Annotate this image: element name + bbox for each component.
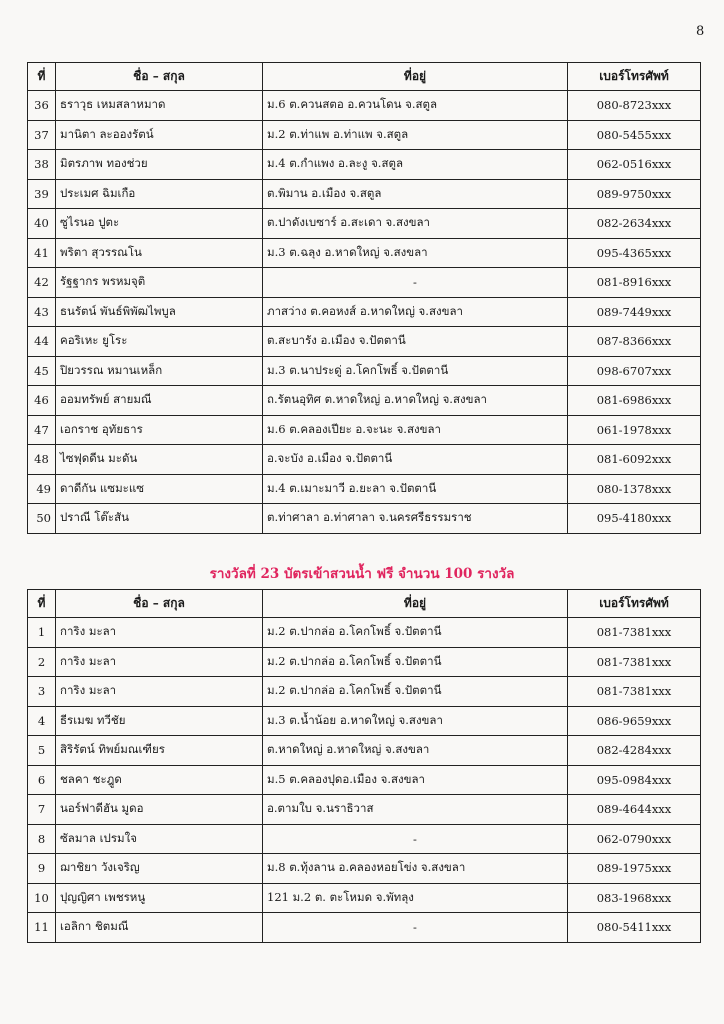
row-name: ซูไรนอ ปูตะ xyxy=(56,209,263,239)
row-number: 43 xyxy=(28,297,56,327)
row-address: ม.3 ต.นาประดู่ อ.โคกโพธิ์ จ.ปัตตานี xyxy=(263,356,568,386)
row-phone: 081-7381xxx xyxy=(568,677,701,707)
row-phone: 081-8916xxx xyxy=(568,268,701,298)
row-name: ธราวุธ เหมสลาหมาด xyxy=(56,91,263,121)
table-row xyxy=(28,150,701,180)
row-number: 10 xyxy=(28,883,56,913)
row-name: เอกราช อุทัยธาร xyxy=(56,415,263,445)
row-address: 121 ม.2 ต. ตะโหมด จ.พัทลุง xyxy=(263,883,568,913)
row-phone: 081-7381xxx xyxy=(568,647,701,677)
header-no: ที่ xyxy=(28,63,56,91)
row-address: - xyxy=(263,268,568,298)
table-row xyxy=(28,474,701,504)
row-phone: 098-6707xxx xyxy=(568,356,701,386)
row-number: 9 xyxy=(28,854,56,884)
row-address: ม.5 ต.คลองปุดอ.เมือง จ.สงขลา xyxy=(263,765,568,795)
table-row xyxy=(28,618,701,648)
row-phone: 095-0984xxx xyxy=(568,765,701,795)
row-number: 46 xyxy=(28,386,56,416)
table-row xyxy=(28,765,701,795)
table-row xyxy=(28,913,701,943)
row-number: 47 xyxy=(28,415,56,445)
row-number: 50 xyxy=(28,504,56,534)
row-address: ม.2 ต.ปากล่อ อ.โคกโพธิ์ จ.ปัตตานี xyxy=(263,618,568,648)
table-row xyxy=(28,209,701,239)
row-phone: 080-5411xxx xyxy=(568,913,701,943)
row-name: ธนรัตน์ พันธ์พิพัฒไพบูล xyxy=(56,297,263,327)
table-header-row xyxy=(28,63,701,91)
row-number: 39 xyxy=(28,179,56,209)
row-address: อ.จะบัง อ.เมือง จ.ปัตตานี xyxy=(263,445,568,475)
row-number: 49 xyxy=(28,474,56,504)
table-row xyxy=(28,854,701,884)
row-phone: 081-6986xxx xyxy=(568,386,701,416)
row-name: ออมทรัพย์ สายมณี xyxy=(56,386,263,416)
row-address: ม.3 ต.น้ำน้อย อ.หาดใหญ่ จ.สงขลา xyxy=(263,706,568,736)
header-name: ชื่อ – สกุล xyxy=(56,63,263,91)
table-row xyxy=(28,268,701,298)
row-address: - xyxy=(263,824,568,854)
row-address: ภาสว่าง ต.คอหงส์ อ.หาดใหญ่ จ.สงขลา xyxy=(263,297,568,327)
row-phone: 080-5455xxx xyxy=(568,120,701,150)
row-name: การิง มะลา xyxy=(56,647,263,677)
row-phone: 082-4284xxx xyxy=(568,736,701,766)
header-address: ที่อยู่ xyxy=(263,63,568,91)
row-address: - xyxy=(263,913,568,943)
row-name: สิริรัตน์ ทิพย์มณเฑียร xyxy=(56,736,263,766)
header-address: ที่อยู่ xyxy=(263,590,568,618)
table-row xyxy=(28,736,701,766)
winners-table-1 xyxy=(27,62,701,534)
row-address: ม.2 ต.ปากล่อ อ.โคกโพธิ์ จ.ปัตตานี xyxy=(263,677,568,707)
row-address: อ.ตามใบ จ.นราธิวาส xyxy=(263,795,568,825)
row-number: 7 xyxy=(28,795,56,825)
row-phone: 083-1968xxx xyxy=(568,883,701,913)
row-number: 4 xyxy=(28,706,56,736)
row-phone: 086-9659xxx xyxy=(568,706,701,736)
row-phone: 062-0516xxx xyxy=(568,150,701,180)
row-phone: 089-1975xxx xyxy=(568,854,701,884)
row-name: ชลคา ชะฎูด xyxy=(56,765,263,795)
row-phone: 080-8723xxx xyxy=(568,91,701,121)
page-number: 8 xyxy=(696,24,705,39)
row-name: นอร์ฟาดีฮัน มูดอ xyxy=(56,795,263,825)
row-address: ต.พิมาน อ.เมือง จ.สตูล xyxy=(263,179,568,209)
header-phone: เบอร์โทรศัพท์ xyxy=(568,590,701,618)
row-address: ม.2 ต.ปากล่อ อ.โคกโพธิ์ จ.ปัตตานี xyxy=(263,647,568,677)
header-no: ที่ xyxy=(28,590,56,618)
header-phone: เบอร์โทรศัพท์ xyxy=(568,63,701,91)
table-row xyxy=(28,706,701,736)
table-row xyxy=(28,297,701,327)
row-phone: 082-2634xxx xyxy=(568,209,701,239)
row-name: ปุญญิศา เพชรหนู xyxy=(56,883,263,913)
row-phone: 062-0790xxx xyxy=(568,824,701,854)
row-name: ซัลมาล เปรมใจ xyxy=(56,824,263,854)
row-address: ต.หาดใหญ่ อ.หาดใหญ่ จ.สงขลา xyxy=(263,736,568,766)
row-number: 44 xyxy=(28,327,56,357)
row-name: การิง มะลา xyxy=(56,677,263,707)
row-name: มานิตา ละอองรัตน์ xyxy=(56,120,263,150)
row-phone: 061-1978xxx xyxy=(568,415,701,445)
row-address: ต.สะบารัง อ.เมือง จ.ปัตตานี xyxy=(263,327,568,357)
row-number: 45 xyxy=(28,356,56,386)
row-address: ม.6 ต.ควนสตอ อ.ควนโดน จ.สตูล xyxy=(263,91,568,121)
row-phone: 095-4365xxx xyxy=(568,238,701,268)
row-phone: 089-9750xxx xyxy=(568,179,701,209)
row-phone: 080-1378xxx xyxy=(568,474,701,504)
table-row xyxy=(28,504,701,534)
row-phone: 089-7449xxx xyxy=(568,297,701,327)
row-name: รัฐฐากร พรหมจุติ xyxy=(56,268,263,298)
table-row xyxy=(28,647,701,677)
row-name: ปราณี โต๊ะสัน xyxy=(56,504,263,534)
row-name: ไซฟุดดีน มะดัน xyxy=(56,445,263,475)
table-row xyxy=(28,91,701,121)
row-name: ประเมศ ฉิมเกือ xyxy=(56,179,263,209)
row-name: ปิยวรรณ หมานเหล็ก xyxy=(56,356,263,386)
table-row xyxy=(28,120,701,150)
row-phone: 095-4180xxx xyxy=(568,504,701,534)
row-name: มิตรภาพ ทองช่วย xyxy=(56,150,263,180)
table-row xyxy=(28,386,701,416)
row-number: 40 xyxy=(28,209,56,239)
section-title: รางวัลที่ 23 บัตรเข้าสวนน้ำ ฟรี จำนวน 100 รางวัล xyxy=(209,566,515,582)
row-address: ต.ปาดังเบซาร์ อ.สะเดา จ.สงขลา xyxy=(263,209,568,239)
table-row xyxy=(28,677,701,707)
row-number: 48 xyxy=(28,445,56,475)
row-address: ม.8 ต.ทุ้งลาน อ.คลองหอยโข่ง จ.สงขลา xyxy=(263,854,568,884)
table-row xyxy=(28,824,701,854)
row-number: 2 xyxy=(28,647,56,677)
table-row xyxy=(28,445,701,475)
row-name: ดาดีกัน แซมะแซ xyxy=(56,474,263,504)
table-row xyxy=(28,179,701,209)
row-phone: 089-4644xxx xyxy=(568,795,701,825)
row-name: ฌาชิยา วังเจริญ xyxy=(56,854,263,884)
row-number: 8 xyxy=(28,824,56,854)
row-phone: 087-8366xxx xyxy=(568,327,701,357)
row-name: เอลิกา ชิตมณี xyxy=(56,913,263,943)
table-row xyxy=(28,883,701,913)
table-row xyxy=(28,795,701,825)
row-address: ต.ท่าศาลา อ.ท่าศาลา จ.นครศรีธรรมราช xyxy=(263,504,568,534)
row-number: 36 xyxy=(28,91,56,121)
row-number: 5 xyxy=(28,736,56,766)
row-address: ม.4 ต.กำแพง อ.ละงู จ.สตูล xyxy=(263,150,568,180)
row-number: 6 xyxy=(28,765,56,795)
row-number: 37 xyxy=(28,120,56,150)
row-phone: 081-7381xxx xyxy=(568,618,701,648)
row-address: ม.3 ต.ฉลุง อ.หาดใหญ่ จ.สงขลา xyxy=(263,238,568,268)
row-name: พริตา สุวรรณโน xyxy=(56,238,263,268)
row-address: ถ.รัตนอุทิศ ต.หาดใหญ่ อ.หาดใหญ่ จ.สงขลา xyxy=(263,386,568,416)
row-number: 11 xyxy=(28,913,56,943)
row-phone: 081-6092xxx xyxy=(568,445,701,475)
row-name: การิง มะลา xyxy=(56,618,263,648)
table-row xyxy=(28,356,701,386)
header-name: ชื่อ – สกุล xyxy=(56,590,263,618)
table-row xyxy=(28,415,701,445)
row-address: ม.4 ต.เมาะมาวี อ.ยะลา จ.ปัตตานี xyxy=(263,474,568,504)
row-number: 38 xyxy=(28,150,56,180)
row-name: ธีรเมฆ ทวีชัย xyxy=(56,706,263,736)
table-row xyxy=(28,238,701,268)
row-name: คอริเหะ ยูโระ xyxy=(56,327,263,357)
row-number: 1 xyxy=(28,618,56,648)
row-number: 41 xyxy=(28,238,56,268)
row-number: 42 xyxy=(28,268,56,298)
table-row xyxy=(28,327,701,357)
winners-table-2 xyxy=(27,589,701,943)
table-header-row xyxy=(28,590,701,618)
row-address: ม.6 ต.คลองเปียะ อ.จะนะ จ.สงขลา xyxy=(263,415,568,445)
row-address: ม.2 ต.ท่าแพ อ.ท่าแพ จ.สตูล xyxy=(263,120,568,150)
row-number: 3 xyxy=(28,677,56,707)
